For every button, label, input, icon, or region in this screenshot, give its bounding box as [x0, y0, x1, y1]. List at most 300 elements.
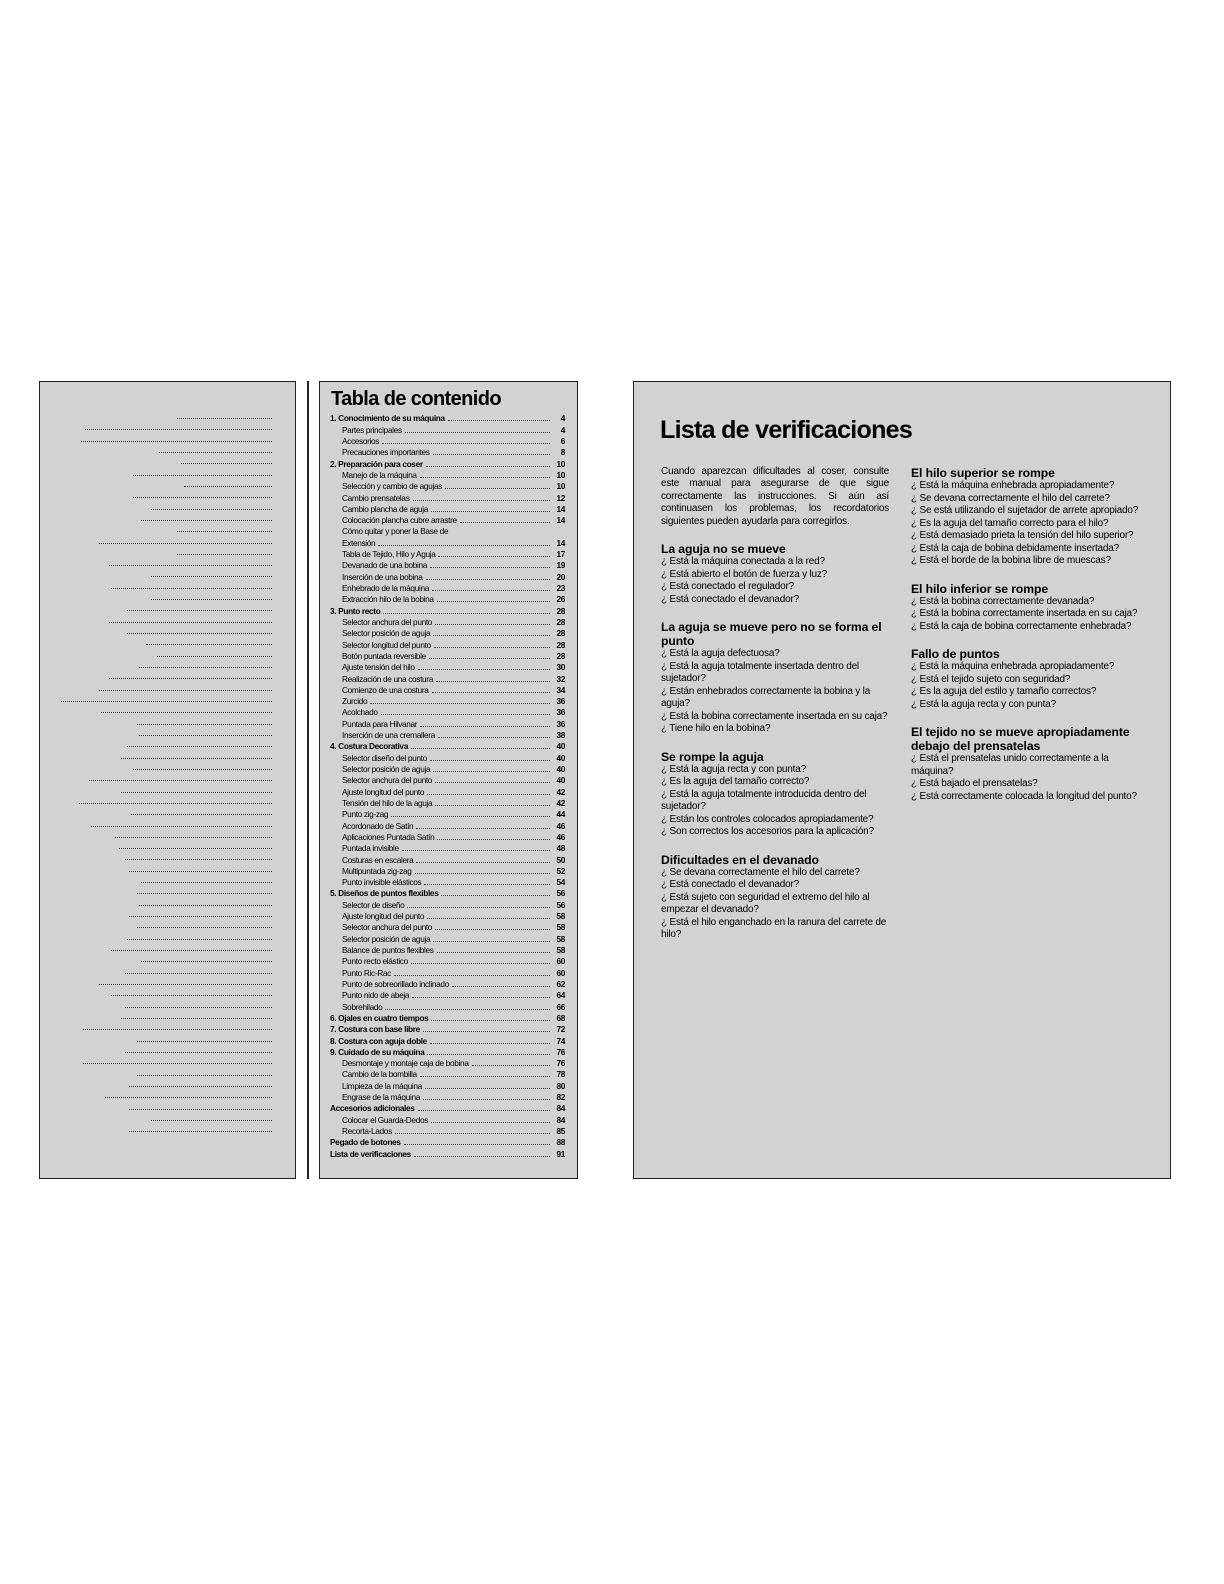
- toc-entry-page: 66: [556, 1001, 565, 1012]
- toc-dot-leader: [418, 1110, 550, 1111]
- toc-leader-fragment: [139, 905, 272, 906]
- toc-leader-fragment: [151, 599, 272, 600]
- toc-entry-page: 62: [556, 978, 565, 989]
- toc-leader-fragment: [131, 814, 272, 815]
- toc-entry-page: 26: [556, 594, 565, 605]
- toc-leader-fragment: [137, 927, 272, 928]
- toc-entry-page: 84: [556, 1103, 565, 1114]
- toc-entry-page: 40: [556, 752, 565, 763]
- checklist-section: [911, 466, 1139, 568]
- toc-leader-fragment: [127, 939, 272, 940]
- toc-dot-leader: [433, 941, 550, 942]
- toc-entry: [330, 1113, 565, 1124]
- toc-entry-label: 9. Cuidado de su máquina: [330, 1046, 425, 1057]
- toc-entry: [330, 423, 565, 434]
- toc-dot-leader: [437, 839, 550, 840]
- checklist-question: ¿ Está conectado el devanador?: [661, 879, 799, 891]
- toc-entry-label: Punto nido de abeja: [342, 990, 410, 1001]
- toc-leader-fragment: [137, 1041, 272, 1042]
- toc-entry-page: 85: [556, 1126, 565, 1136]
- toc-entry: [330, 842, 565, 853]
- checklist-question: ¿ Está la caja de bobina correctamente enhebrada?: [911, 620, 1132, 632]
- toc-entry-page: 72: [556, 1024, 565, 1035]
- toc-dot-leader: [431, 1122, 550, 1123]
- toc-entry-page: 46: [556, 820, 565, 831]
- toc-leader-fragment: [111, 950, 272, 951]
- toc-entry: [330, 582, 565, 593]
- toc-leader-fragment: [99, 543, 272, 544]
- toc-entry: [330, 729, 565, 740]
- toc-dot-leader: [427, 1054, 550, 1055]
- toc-entry-label: 2. Preparación para coser: [330, 458, 423, 469]
- toc-entry-page: 60: [556, 956, 565, 967]
- checklist-question: ¿ Está el prensatelas unido correctamente a la máquina?: [911, 753, 1109, 777]
- toc-dot-leader: [435, 805, 550, 806]
- toc-dot-leader: [432, 590, 550, 591]
- toc-entry-label: Limpieza de la máquina: [342, 1080, 422, 1091]
- toc-entry: [330, 491, 565, 502]
- toc-entry-page: 40: [556, 741, 565, 752]
- toc-dot-leader: [424, 884, 550, 885]
- toc-entry-page: 28: [556, 628, 565, 639]
- toc-entry-label: Selección y cambio de agujas: [342, 481, 442, 492]
- toc-dot-leader: [426, 579, 550, 580]
- toc-dot-leader: [434, 647, 550, 648]
- toc-entry-page: 44: [556, 809, 565, 820]
- toc-leader-fragment: [129, 1131, 272, 1132]
- toc-dot-leader: [435, 929, 550, 930]
- page-spine: [307, 381, 309, 1179]
- toc-entry-page: 32: [556, 673, 565, 684]
- toc-leader-fragment: [109, 678, 272, 679]
- toc-entry-label: Pegado de botones: [330, 1137, 401, 1148]
- toc-leader-fragment: [141, 882, 272, 883]
- toc-dot-leader: [395, 1133, 550, 1134]
- toc-entry-label: Zurcido: [342, 696, 368, 707]
- toc-dot-leader: [430, 1043, 550, 1044]
- toc-leader-fragment: [181, 463, 272, 464]
- toc-leader-fragment: [151, 576, 272, 577]
- toc-entry-label: Aplicaciones Puntada Satín: [342, 831, 435, 842]
- toc-leader-fragment: [184, 486, 272, 487]
- toc-entry-label: Inserción de una cremallera: [342, 730, 435, 741]
- toc-leader-fragment: [141, 520, 272, 521]
- checklist-section: [661, 542, 889, 606]
- toc-dot-leader: [383, 613, 550, 614]
- toc-entry-label: Selector anchura del punto: [342, 922, 433, 933]
- toc-dot-leader: [412, 997, 550, 998]
- checklist-section-heading: La aguja no se mueve: [661, 542, 786, 557]
- checklist-question: ¿ Está el borde de la bobina libre de muescas?: [911, 555, 1111, 566]
- toc-dot-leader: [411, 963, 550, 964]
- toc-entry-label: Extracción hilo de la bobina: [342, 594, 434, 605]
- toc-entry: [330, 763, 565, 774]
- toc-entry-page: 56: [556, 888, 565, 899]
- toc-entry-page: 20: [556, 571, 565, 582]
- toc-entry-label: Cambio prensatelas: [342, 492, 410, 503]
- toc-dot-leader: [411, 748, 550, 749]
- toc-entry-label: Punto invisible elásticos: [342, 877, 422, 888]
- toc-entry-label: Tabla de Tejido, Hilo y Aguja: [342, 549, 436, 560]
- toc-dot-leader: [429, 658, 550, 659]
- toc-entry: [330, 503, 565, 514]
- toc-entry-page: 17: [556, 549, 565, 560]
- toc-entry-page: 36: [556, 718, 565, 729]
- toc-leader-fragment: [177, 531, 272, 532]
- checklist-question: ¿ Está la aguja recta y con punta?: [911, 698, 1056, 710]
- toc-entry-page: 74: [556, 1035, 565, 1046]
- toc-leader-fragment: [125, 1007, 272, 1008]
- toc-entry-label: Comienzo de una costura: [342, 684, 429, 695]
- toc-dot-leader: [415, 873, 550, 874]
- toc-entry-label: Punto Ric-Rac: [342, 967, 391, 978]
- toc-dot-leader: [420, 1076, 550, 1077]
- toc-dot-leader: [448, 420, 550, 421]
- toc-leader-fragment: [61, 701, 272, 702]
- checklist-question: ¿ Está la máquina conectada a la red?: [661, 556, 825, 568]
- toc-entry: [330, 616, 565, 627]
- toc-entry-label: Selector diseño del punto: [342, 752, 427, 763]
- toc-leader-fragment: [127, 633, 272, 634]
- toc-entry: [330, 706, 565, 717]
- toc-dot-leader: [432, 692, 551, 693]
- checklist-right-column: [911, 466, 1139, 817]
- toc-leader-fragment: [151, 509, 272, 510]
- toc-leader-fragment: [133, 475, 272, 476]
- toc-leader-fragment: [133, 769, 272, 770]
- toc-dot-leader: [430, 760, 550, 761]
- toc-dot-leader: [385, 1009, 550, 1010]
- toc-entry: [330, 831, 565, 842]
- toc-dot-leader: [435, 624, 550, 625]
- toc-leader-fragment: [121, 758, 272, 759]
- toc-entry: [330, 695, 565, 706]
- toc-entry-page: 28: [556, 639, 565, 650]
- toc-entry-page: 38: [556, 730, 565, 741]
- checklist-question: ¿ Está conectado el regulador?: [661, 581, 794, 593]
- toc-leader-fragment: [151, 1120, 272, 1121]
- toc-entry-label: Engrase de la máquina: [342, 1092, 420, 1103]
- toc-entry-label: Puntada para Hilvanar: [342, 718, 418, 729]
- toc-entry-page: 36: [556, 707, 565, 718]
- toc-entry: [330, 797, 565, 808]
- toc-entry-label: Lista de verificaciones: [330, 1148, 411, 1159]
- toc-leader-fragment: [105, 1097, 272, 1098]
- toc-entry: [330, 966, 565, 977]
- checklist-section-heading: Fallo de puntos: [911, 647, 1000, 661]
- toc-entry: [330, 910, 565, 921]
- checklist-question: ¿ Está la aguja totalmente introducida dentro del sujetador?: [661, 788, 867, 813]
- toc-entry-label: Punto zig-zag: [342, 809, 389, 820]
- toc-entry: [330, 785, 565, 796]
- toc-entry-page: 56: [556, 899, 565, 910]
- checklist-question: ¿ Están enhebrados correctamente la bobina y la aguja?: [661, 685, 871, 710]
- toc-entry-page: 23: [556, 583, 565, 593]
- toc-leader-fragment: [133, 497, 272, 498]
- checklist-section-heading: El hilo inferior se rompe: [911, 581, 1049, 596]
- toc-entry: [330, 638, 565, 649]
- toc-entry: [330, 774, 565, 785]
- toc-entry-page: 4: [560, 424, 565, 435]
- toc-dot-leader: [414, 1156, 550, 1157]
- toc-entry-page: 28: [556, 605, 565, 616]
- checklist-section-heading: La aguja se mueve pero no se forma el punto: [661, 620, 882, 649]
- checklist-question: ¿ Tiene hilo en la bobina?: [661, 723, 771, 735]
- toc-dot-leader: [427, 794, 550, 795]
- toc-entry-label: Cambio de la bombilla: [342, 1069, 417, 1080]
- toc-entry-page: 58: [556, 922, 565, 933]
- toc-entry: [330, 1091, 565, 1102]
- toc-entry: [330, 684, 565, 695]
- checklist-question: ¿ Está la bobina correctamente insertada en su caja?: [911, 608, 1138, 619]
- toc-entry-page: 82: [556, 1092, 565, 1103]
- toc-entry-label: Sobrehilado: [342, 1001, 383, 1012]
- toc-entry-label: 7. Costura con base libre: [330, 1024, 420, 1035]
- toc-dot-leader: [407, 907, 550, 908]
- toc-entry: [330, 944, 565, 955]
- checklist-title: Lista de verificaciones: [660, 416, 913, 444]
- toc-leader-fragment: [125, 973, 272, 974]
- toc-dot-leader: [423, 1099, 550, 1100]
- toc-leader-fragment: [129, 1086, 272, 1087]
- checklist-question: ¿ Está la aguja totalmente insertada dentro del sujetador?: [661, 660, 859, 685]
- checklist-question: ¿ Está la caja de bobina debidamente insertada?: [911, 542, 1119, 554]
- toc-entry-page: 78: [556, 1069, 565, 1080]
- checklist-section-heading: El tejido no se mueve apropiadamente debajo del prensatelas: [911, 725, 1130, 753]
- toc-leader-fragment: [111, 588, 272, 589]
- toc-entry-label: Punto de sobreorillado inclinado: [342, 978, 449, 989]
- toc-dot-leader: [416, 862, 550, 863]
- toc-entry-page: 40: [556, 764, 565, 774]
- toc-entry-page: 28: [556, 650, 565, 661]
- toc-dot-leader: [404, 1144, 550, 1145]
- toc-leader-fragment: [137, 724, 272, 725]
- toc-entry-label: Ajuste longitud del punto: [342, 911, 425, 922]
- toc-entry-label: Enhebrado de la máquina: [342, 583, 429, 593]
- toc-entry-label: Punto recto elástico: [342, 956, 408, 967]
- toc-entry-page: 54: [556, 877, 565, 888]
- toc-entry-label: Accesorios: [342, 435, 380, 446]
- toc-dot-leader: [437, 952, 550, 953]
- toc-leader-fragment: [83, 1029, 272, 1030]
- toc-leader-fragment: [159, 452, 272, 453]
- toc-dot-leader: [445, 488, 550, 489]
- checklist-question: ¿ Es la aguja del estilo y tamaño correctos?: [911, 686, 1097, 697]
- toc-entry: [330, 717, 565, 728]
- toc-dot-leader: [425, 1088, 550, 1089]
- toc-entry-label: Colocación plancha cubre arrastre: [342, 515, 457, 526]
- toc-leader-fragment: [157, 656, 272, 657]
- toc-entry: [330, 989, 565, 1000]
- toc-leader-fragment: [129, 1109, 272, 1110]
- toc-entry: [330, 412, 565, 423]
- toc-dot-leader: [433, 635, 550, 636]
- toc-leader-fragment: [101, 712, 272, 713]
- toc-entry-page: 91: [556, 1148, 565, 1159]
- toc-leader-fragment: [91, 826, 272, 827]
- toc-entry-label: 1. Conocimiento de su máquina: [330, 413, 445, 424]
- toc-dot-leader: [435, 782, 550, 783]
- toc-entry-page: 19: [556, 560, 565, 571]
- toc-entry: [330, 819, 565, 830]
- toc-dot-leader: [433, 454, 550, 455]
- toc-entry: [330, 1125, 565, 1136]
- toc-entry-page: 46: [556, 831, 565, 842]
- toc-entry-page: 10: [556, 481, 565, 492]
- toc-entry-label: Selector posición de aguja: [342, 628, 431, 639]
- toc-entry-label: Selector posición de aguja: [342, 933, 431, 944]
- toc-leader-fragment: [129, 916, 272, 917]
- toc-entry: [330, 1057, 565, 1068]
- toc-leader-fragment: [127, 610, 272, 611]
- toc-leader-fragment: [85, 429, 272, 430]
- toc-entry: [330, 435, 565, 446]
- toc-entry: [330, 604, 565, 615]
- toc-entry: [330, 876, 565, 887]
- toc-entry: [330, 1046, 565, 1057]
- toc-leader-fragment: [111, 995, 272, 996]
- toc-dot-leader: [437, 601, 550, 602]
- checklist-question: ¿ Está correctamente colocada la longitud del punto?: [911, 790, 1137, 802]
- toc-entry-label: Devanado de una bobina: [342, 560, 428, 571]
- checklist-question: ¿ Son correctos los accesorios para la aplicación?: [661, 826, 874, 838]
- toc-entry: [330, 853, 565, 864]
- toc-entry: [330, 955, 565, 966]
- toc-entry-page: 40: [556, 775, 565, 786]
- toc-entry: [330, 1102, 565, 1113]
- toc-entry-label: Selector anchura del punto: [342, 775, 433, 786]
- toc-leader-fragment: [177, 418, 272, 419]
- toc-entry-label: Accesorios adicionales: [330, 1103, 415, 1114]
- toc-dot-leader: [391, 816, 550, 817]
- toc-entry-label: Costuras en escalera: [342, 854, 414, 865]
- toc-entry: [330, 457, 565, 468]
- toc-entry: [330, 1000, 565, 1011]
- toc-leader-fragment: [109, 565, 272, 566]
- toc-entry-page: 10: [556, 458, 565, 469]
- toc-entry-page: 6: [560, 435, 565, 446]
- toc-entry-page: 14: [556, 537, 565, 548]
- toc-leader-fragment: [137, 893, 272, 894]
- toc-leader-fragment: [81, 441, 272, 442]
- toc-entry-label: Balance de puntos flexibles: [342, 945, 434, 955]
- toc-dot-leader: [426, 466, 550, 467]
- toc-leader-fragment: [139, 667, 272, 668]
- toc-dot-leader: [423, 1031, 550, 1032]
- toc-entry: [330, 978, 565, 989]
- toc-list: [330, 412, 565, 1159]
- toc-dot-leader: [405, 432, 550, 433]
- toc-entry-page: 58: [556, 945, 565, 955]
- toc-entry-page: 4: [560, 413, 565, 424]
- toc-leader-fragment: [129, 871, 272, 872]
- toc-entry: [330, 525, 565, 536]
- toc-entry-page: 80: [556, 1080, 565, 1091]
- checklist-question: ¿ Se devana correctamente el hilo del carrete?: [661, 866, 860, 878]
- checklist-question: ¿ Están los controles colocados apropiadamente?: [661, 813, 874, 825]
- checklist-section: [661, 853, 889, 942]
- toc-entry-label: Botón puntada reversible: [342, 650, 426, 661]
- toc-entry-label: Recorta-Lados: [342, 1126, 392, 1136]
- toc-leader-fragment: [146, 644, 272, 645]
- toc-dot-leader: [427, 918, 550, 919]
- toc-entry-label: Acolchado: [342, 707, 378, 718]
- toc-entry: [330, 740, 565, 751]
- checklist-question: ¿ Está la bobina correctamente devanada?: [911, 595, 1095, 607]
- toc-entry-page: 88: [556, 1137, 565, 1148]
- toc-entry: [330, 480, 565, 491]
- toc-entry-label: 3. Punto recto: [330, 605, 381, 616]
- toc-entry: [330, 661, 565, 672]
- toc-entry-page: 28: [556, 616, 565, 627]
- toc-entry-label: Puntada invisible: [342, 843, 399, 854]
- toc-entry-page: 52: [556, 865, 565, 876]
- toc-entry: [330, 887, 565, 898]
- toc-entry: [330, 898, 565, 909]
- toc-dot-leader: [378, 545, 550, 546]
- toc-entry-page: 68: [556, 1012, 565, 1023]
- toc-leader-fragment: [137, 1075, 272, 1076]
- checklist-question: ¿ Está la máquina enhebrada apropiadamente?: [911, 661, 1115, 672]
- toc-leader-fragment: [125, 1052, 272, 1053]
- toc-dot-leader: [402, 850, 550, 851]
- checklist-section: [911, 647, 1139, 711]
- toc-leader-fragment: [109, 622, 272, 623]
- toc-dot-leader: [418, 669, 550, 670]
- checklist-question: ¿ Está la máquina enhebrada apropiadamente?: [911, 480, 1115, 491]
- checklist-left-column: [661, 466, 889, 956]
- toc-entry: [330, 1147, 565, 1158]
- toc-entry: [330, 921, 565, 932]
- checklist-question: ¿ Está la aguja recta y con punta?: [661, 763, 806, 775]
- toc-entry-page: 50: [556, 854, 565, 865]
- toc-entry-page: 58: [556, 911, 565, 922]
- toc-leader-fragment: [127, 746, 272, 747]
- toc-entry: [330, 1023, 565, 1034]
- toc-dot-leader: [420, 477, 550, 478]
- toc-leader-fragment: [119, 848, 272, 849]
- checklist-section: [661, 750, 889, 839]
- toc-dot-leader: [431, 511, 550, 512]
- toc-entry-page: 34: [556, 684, 565, 695]
- toc-entry-page: 64: [556, 990, 565, 1001]
- toc-leader-fragment: [177, 554, 272, 555]
- toc-leader-fragment: [141, 961, 272, 962]
- toc-entry: [330, 932, 565, 943]
- toc-entry-page: 36: [556, 696, 565, 707]
- toc-leader-fragment: [83, 1063, 272, 1064]
- toc-leader-fragment: [121, 1018, 272, 1019]
- checklist-question: ¿ Es la aguja del tamaño correcto?: [661, 776, 810, 788]
- checklist-question: ¿ Es la aguja del tamaño correcto para el hilo?: [911, 517, 1109, 529]
- toc-dot-leader: [382, 443, 550, 444]
- toc-entry-page: 58: [556, 933, 565, 944]
- toc-entry: [330, 808, 565, 819]
- toc-entry: [330, 559, 565, 570]
- checklist-section-heading: Dificultades en el devanado: [661, 852, 819, 867]
- toc-entry-label: Manejo de la máquina: [342, 469, 417, 480]
- checklist-section-heading: Se rompe la aguja: [661, 749, 764, 764]
- toc-entry-page: 14: [556, 515, 565, 526]
- toc-entry-page: 76: [556, 1058, 565, 1069]
- toc-leader-fragment: [79, 803, 272, 804]
- checklist-question: ¿ Está sujeto con seguridad el extremo del hilo al empezar el devanado?: [661, 891, 870, 916]
- toc-entry: [330, 1136, 565, 1147]
- checklist-question: ¿ Está bajado el prensatelas?: [911, 778, 1038, 789]
- checklist-intro: Cuando aparezcan dificultades al coser, consulte este manual para asegurarse de que sigue correctamente las instrucciones. Si aún así continuasen los problemas, los recordatorios siguientes pueden ayudarla para corregirlos.: [661, 466, 889, 527]
- toc-entry-page: 84: [556, 1114, 565, 1125]
- checklist-question: ¿ Está la bobina correctamente insertada en su caja?: [661, 710, 888, 722]
